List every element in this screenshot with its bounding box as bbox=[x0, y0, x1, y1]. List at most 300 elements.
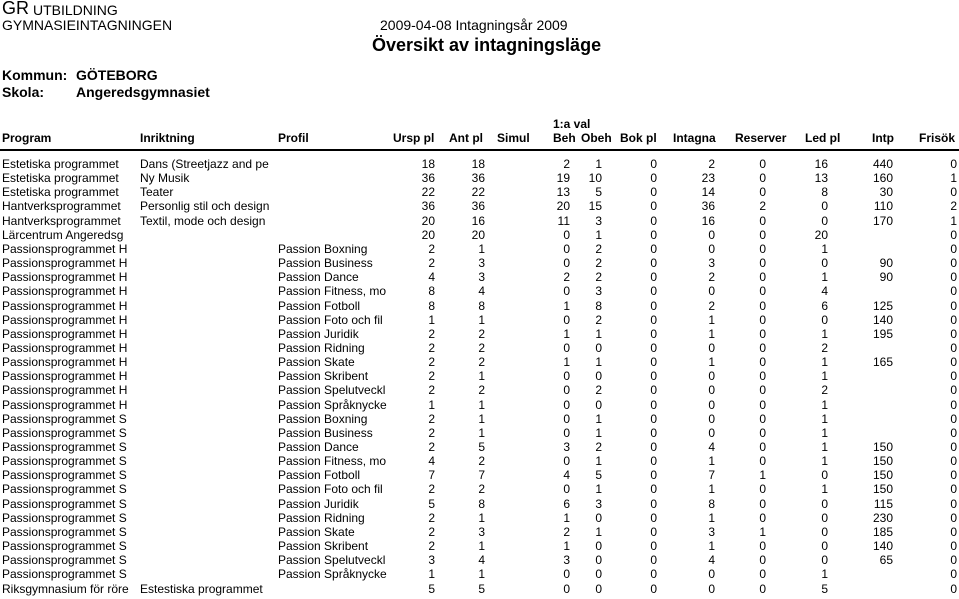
cell-frisok: 0 bbox=[950, 270, 957, 285]
cell-inriktning: Textil, mode och design bbox=[140, 213, 266, 228]
cell-ant-pl: 1 bbox=[478, 411, 485, 426]
cell-profil: Passion Språknycke bbox=[278, 397, 387, 412]
cell-profil: Passion Spelutveckl bbox=[278, 553, 386, 568]
cell-program: Hantverksprogrammet bbox=[2, 213, 121, 228]
cell-ursp-pl: 2 bbox=[428, 524, 435, 539]
cell-bok-pl: 0 bbox=[650, 510, 657, 525]
cell-beh: 0 bbox=[563, 341, 570, 355]
cell-obeh: 1 bbox=[595, 227, 602, 242]
cell-intagna: 2 bbox=[708, 270, 715, 285]
cell-beh: 2 bbox=[563, 270, 570, 285]
kommun-label: Kommun: bbox=[2, 67, 68, 83]
col-program: Program bbox=[2, 131, 52, 145]
cell-ant-pl: 2 bbox=[478, 355, 485, 370]
cell-led-pl: 0 bbox=[821, 496, 828, 511]
cell-profil: Passion Språknycke bbox=[278, 567, 387, 582]
cell-obeh: 3 bbox=[595, 284, 602, 299]
cell-obeh: 8 bbox=[595, 298, 602, 313]
cell-intp: 160 bbox=[872, 171, 893, 186]
cell-intagna: 1 bbox=[708, 355, 715, 370]
cell-frisok: 0 bbox=[950, 256, 957, 271]
cell-beh: 0 bbox=[563, 397, 570, 412]
cell-program: Passionsprogrammet H bbox=[2, 383, 128, 398]
cell-ursp-pl: 2 bbox=[428, 425, 435, 440]
cell-reserver: 0 bbox=[759, 256, 766, 271]
cell-beh: 19 bbox=[556, 171, 570, 186]
cell-beh: 3 bbox=[563, 553, 570, 568]
cell-intp: 90 bbox=[879, 270, 893, 285]
cell-intp: 125 bbox=[872, 298, 893, 313]
cell-reserver: 0 bbox=[759, 369, 766, 384]
cell-led-pl: 0 bbox=[821, 213, 828, 228]
cell-frisok: 0 bbox=[950, 482, 957, 497]
cell-profil: Passion Boxning bbox=[278, 411, 368, 426]
cell-beh: 0 bbox=[563, 241, 570, 256]
cell-led-pl: 0 bbox=[821, 468, 828, 483]
cell-ant-pl: 1 bbox=[478, 397, 485, 412]
cell-ursp-pl: 2 bbox=[428, 411, 435, 426]
cell-reserver: 0 bbox=[759, 553, 766, 568]
cell-beh: 1 bbox=[563, 510, 570, 525]
cell-beh: 0 bbox=[563, 383, 570, 398]
cell-program: Passionsprogrammet S bbox=[2, 440, 127, 454]
cell-ant-pl: 8 bbox=[478, 298, 485, 313]
cell-intagna: 4 bbox=[708, 440, 715, 454]
cell-frisok: 0 bbox=[950, 440, 957, 454]
cell-profil: Passion Business bbox=[278, 256, 373, 271]
cell-beh: 0 bbox=[563, 454, 570, 469]
cell-beh: 0 bbox=[563, 567, 570, 582]
cell-ant-pl: 8 bbox=[478, 496, 485, 511]
cell-intp: 90 bbox=[879, 256, 893, 271]
cell-intp: 140 bbox=[872, 312, 893, 327]
cell-ant-pl: 1 bbox=[478, 425, 485, 440]
cell-program: Passionsprogrammet H bbox=[2, 369, 128, 384]
col-intagna: Intagna bbox=[673, 131, 716, 145]
cell-intagna: 0 bbox=[708, 425, 715, 440]
cell-bok-pl: 0 bbox=[650, 482, 657, 497]
cell-profil: Passion Foto och fil bbox=[278, 312, 383, 327]
cell-reserver: 0 bbox=[759, 425, 766, 440]
cell-reserver: 0 bbox=[759, 482, 766, 497]
cell-ursp-pl: 8 bbox=[428, 298, 435, 313]
cell-obeh: 1 bbox=[595, 524, 602, 539]
cell-frisok: 0 bbox=[950, 341, 957, 355]
cell-obeh: 0 bbox=[595, 567, 602, 582]
cell-ant-pl: 18 bbox=[471, 157, 485, 171]
cell-ursp-pl: 1 bbox=[428, 312, 435, 327]
cell-ursp-pl: 2 bbox=[428, 539, 435, 553]
cell-intagna: 0 bbox=[708, 581, 715, 596]
cell-ant-pl: 1 bbox=[478, 241, 485, 256]
cell-reserver: 0 bbox=[759, 284, 766, 299]
col-profil: Profil bbox=[278, 131, 309, 145]
cell-profil: Passion Ridning bbox=[278, 341, 365, 355]
cell-program: Passionsprogrammet H bbox=[2, 270, 128, 285]
cell-beh: 1 bbox=[563, 355, 570, 370]
cell-program: Passionsprogrammet H bbox=[2, 355, 128, 370]
cell-bok-pl: 0 bbox=[650, 369, 657, 384]
cell-program: Passionsprogrammet H bbox=[2, 256, 128, 271]
cell-profil: Passion Fitness, mo bbox=[278, 284, 387, 299]
cell-reserver: 0 bbox=[759, 454, 766, 469]
cell-reserver: 0 bbox=[759, 411, 766, 426]
col-led-pl: Led pl bbox=[805, 131, 841, 145]
cell-program: Lärcentrum Angeredsg bbox=[2, 227, 124, 242]
cell-program: Passionsprogrammet S bbox=[2, 482, 127, 497]
cell-reserver: 0 bbox=[759, 213, 766, 228]
cell-bok-pl: 0 bbox=[650, 383, 657, 398]
cell-frisok: 0 bbox=[950, 185, 957, 200]
cell-reserver: 1 bbox=[759, 524, 766, 539]
cell-bok-pl: 0 bbox=[650, 171, 657, 186]
header-divider bbox=[0, 149, 959, 151]
cell-bok-pl: 0 bbox=[650, 341, 657, 355]
cell-program: Riksgymnasium för röre bbox=[2, 581, 129, 596]
skola-value: Angeredsgymnasiet bbox=[76, 84, 210, 100]
cell-frisok: 0 bbox=[950, 298, 957, 313]
cell-profil: Passion Fotboll bbox=[278, 298, 361, 313]
cell-led-pl: 1 bbox=[821, 482, 828, 497]
cell-led-pl: 2 bbox=[821, 341, 828, 355]
cell-bok-pl: 0 bbox=[650, 284, 657, 299]
cell-frisok: 0 bbox=[950, 355, 957, 370]
col-ursp-pl: Ursp pl bbox=[393, 131, 435, 145]
cell-ant-pl: 36 bbox=[471, 199, 485, 214]
cell-program: Passionsprogrammet S bbox=[2, 539, 127, 553]
cell-ant-pl: 2 bbox=[478, 454, 485, 469]
cell-profil: Passion Skate bbox=[278, 524, 355, 539]
cell-obeh: 2 bbox=[595, 270, 602, 285]
cell-ursp-pl: 2 bbox=[428, 440, 435, 454]
cell-reserver: 0 bbox=[759, 185, 766, 200]
cell-frisok: 0 bbox=[950, 553, 957, 568]
cell-program: Passionsprogrammet H bbox=[2, 284, 128, 299]
cell-intagna: 3 bbox=[708, 256, 715, 271]
cell-led-pl: 1 bbox=[821, 411, 828, 426]
cell-intagna: 0 bbox=[708, 369, 715, 384]
cell-led-pl: 1 bbox=[821, 369, 828, 384]
cell-reserver: 0 bbox=[759, 326, 766, 341]
cell-bok-pl: 0 bbox=[650, 411, 657, 426]
cell-profil: Passion Skribent bbox=[278, 369, 369, 384]
cell-bok-pl: 0 bbox=[650, 355, 657, 370]
cell-ursp-pl: 2 bbox=[428, 326, 435, 341]
cell-reserver: 0 bbox=[759, 581, 766, 596]
cell-frisok: 0 bbox=[950, 369, 957, 384]
cell-bok-pl: 0 bbox=[650, 440, 657, 454]
col-ant-pl: Ant pl bbox=[449, 131, 483, 145]
cell-bok-pl: 0 bbox=[650, 553, 657, 568]
cell-ursp-pl: 20 bbox=[421, 213, 435, 228]
cell-ant-pl: 22 bbox=[471, 185, 485, 200]
cell-beh: 13 bbox=[556, 185, 570, 200]
cell-frisok: 0 bbox=[950, 567, 957, 582]
cell-led-pl: 1 bbox=[821, 241, 828, 256]
cell-bok-pl: 0 bbox=[650, 581, 657, 596]
cell-bok-pl: 0 bbox=[650, 227, 657, 242]
cell-obeh: 5 bbox=[595, 185, 602, 200]
cell-reserver: 0 bbox=[759, 171, 766, 186]
cell-led-pl: 0 bbox=[821, 510, 828, 525]
cell-led-pl: 0 bbox=[821, 256, 828, 271]
kommun-value: GÖTEBORG bbox=[76, 67, 158, 83]
cell-reserver: 0 bbox=[759, 440, 766, 454]
cell-ursp-pl: 2 bbox=[428, 369, 435, 384]
cell-program: Passionsprogrammet S bbox=[2, 454, 127, 469]
cell-intagna: 0 bbox=[708, 567, 715, 582]
cell-obeh: 0 bbox=[595, 341, 602, 355]
cell-intagna: 0 bbox=[708, 341, 715, 355]
cell-frisok: 0 bbox=[950, 397, 957, 412]
cell-obeh: 3 bbox=[595, 496, 602, 511]
cell-reserver: 0 bbox=[759, 341, 766, 355]
cell-led-pl: 1 bbox=[821, 270, 828, 285]
cell-intp: 65 bbox=[879, 553, 893, 568]
cell-inriktning: Ny Musik bbox=[140, 171, 190, 186]
cell-bok-pl: 0 bbox=[650, 298, 657, 313]
cell-intagna: 0 bbox=[708, 227, 715, 242]
cell-bok-pl: 0 bbox=[650, 468, 657, 483]
cell-program: Passionsprogrammet S bbox=[2, 496, 127, 511]
cell-profil: Passion Juridik bbox=[278, 496, 359, 511]
cell-obeh: 0 bbox=[595, 397, 602, 412]
cell-intagna: 1 bbox=[708, 326, 715, 341]
cell-ursp-pl: 7 bbox=[428, 468, 435, 483]
cell-intp: 150 bbox=[872, 482, 893, 497]
cell-intagna: 16 bbox=[701, 213, 715, 228]
cell-obeh: 2 bbox=[595, 256, 602, 271]
cell-intagna: 2 bbox=[708, 298, 715, 313]
skola-label: Skola: bbox=[2, 84, 45, 100]
cell-obeh: 1 bbox=[595, 425, 602, 440]
cell-reserver: 0 bbox=[759, 539, 766, 553]
cell-beh: 0 bbox=[563, 284, 570, 299]
cell-ursp-pl: 36 bbox=[421, 171, 435, 186]
cell-beh: 0 bbox=[563, 581, 570, 596]
cell-profil: Passion Foto och fil bbox=[278, 482, 383, 497]
report-date: 2009-04-08 Intagningsår 2009 bbox=[380, 17, 568, 33]
org-subtitle: GYMNASIEINTAGNINGEN bbox=[2, 17, 173, 33]
cell-bok-pl: 0 bbox=[650, 539, 657, 553]
cell-ursp-pl: 5 bbox=[428, 581, 435, 596]
cell-intagna: 36 bbox=[701, 199, 715, 214]
col-intp: Intp bbox=[872, 131, 894, 145]
cell-intp: 170 bbox=[872, 213, 893, 228]
col-bok-pl: Bok pl bbox=[620, 131, 657, 145]
cell-beh: 1 bbox=[563, 298, 570, 313]
cell-program: Passionsprogrammet S bbox=[2, 553, 127, 568]
cell-intp: 185 bbox=[872, 524, 893, 539]
cell-led-pl: 2 bbox=[821, 383, 828, 398]
cell-obeh: 10 bbox=[588, 171, 602, 186]
cell-led-pl: 1 bbox=[821, 397, 828, 412]
cell-ursp-pl: 3 bbox=[428, 553, 435, 568]
cell-bok-pl: 0 bbox=[650, 185, 657, 200]
cell-profil: Passion Fotboll bbox=[278, 468, 361, 483]
cell-bok-pl: 0 bbox=[650, 312, 657, 327]
cell-intagna: 2 bbox=[708, 157, 715, 171]
cell-profil: Passion Business bbox=[278, 425, 373, 440]
cell-ant-pl: 3 bbox=[478, 256, 485, 271]
cell-ant-pl: 36 bbox=[471, 171, 485, 186]
cell-program: Estetiska programmet bbox=[2, 171, 119, 186]
cell-frisok: 0 bbox=[950, 326, 957, 341]
cell-program: Passionsprogrammet H bbox=[2, 241, 128, 256]
col-reserver: Reserver bbox=[735, 131, 787, 145]
cell-beh: 2 bbox=[563, 524, 570, 539]
cell-ursp-pl: 36 bbox=[421, 199, 435, 214]
cell-beh: 0 bbox=[563, 312, 570, 327]
cell-bok-pl: 0 bbox=[650, 454, 657, 469]
cell-beh: 11 bbox=[557, 213, 570, 228]
cell-reserver: 0 bbox=[759, 298, 766, 313]
cell-ant-pl: 4 bbox=[478, 553, 485, 568]
cell-bok-pl: 0 bbox=[650, 241, 657, 256]
cell-ursp-pl: 20 bbox=[421, 227, 435, 242]
cell-bok-pl: 0 bbox=[650, 326, 657, 341]
cell-program: Passionsprogrammet H bbox=[2, 341, 128, 355]
cell-ursp-pl: 18 bbox=[421, 157, 435, 171]
cell-ursp-pl: 1 bbox=[428, 567, 435, 582]
cell-frisok: 0 bbox=[950, 496, 957, 511]
cell-bok-pl: 0 bbox=[650, 270, 657, 285]
org-name: UTBILDNING bbox=[33, 2, 118, 18]
cell-reserver: 0 bbox=[759, 383, 766, 398]
cell-beh: 4 bbox=[563, 468, 570, 483]
cell-profil: Passion Ridning bbox=[278, 510, 365, 525]
cell-intagna: 4 bbox=[708, 553, 715, 568]
cell-program: Estetiska programmet bbox=[2, 157, 119, 171]
cell-frisok: 0 bbox=[950, 510, 957, 525]
cell-obeh: 2 bbox=[595, 241, 602, 256]
cell-program: Estetiska programmet bbox=[2, 185, 119, 200]
cell-intagna: 1 bbox=[708, 539, 715, 553]
cell-obeh: 0 bbox=[595, 539, 602, 553]
cell-program: Passionsprogrammet S bbox=[2, 468, 127, 483]
cell-obeh: 1 bbox=[595, 355, 602, 370]
col-frisok: Frisök bbox=[919, 131, 956, 145]
cell-intp: 195 bbox=[872, 326, 893, 341]
cell-intagna: 1 bbox=[708, 454, 715, 469]
cell-ursp-pl: 1 bbox=[428, 397, 435, 412]
cell-intagna: 0 bbox=[708, 397, 715, 412]
cell-frisok: 0 bbox=[950, 581, 957, 596]
cell-led-pl: 1 bbox=[821, 326, 828, 341]
cell-ant-pl: 1 bbox=[478, 312, 485, 327]
cell-ursp-pl: 2 bbox=[428, 482, 435, 497]
cell-reserver: 0 bbox=[759, 241, 766, 256]
cell-ant-pl: 5 bbox=[478, 440, 485, 454]
cell-obeh: 1 bbox=[595, 454, 602, 469]
cell-reserver: 2 bbox=[759, 199, 766, 214]
cell-ant-pl: 5 bbox=[478, 581, 485, 596]
cell-led-pl: 1 bbox=[821, 355, 828, 370]
cell-inriktning: Dans (Streetjazz and pe bbox=[140, 157, 269, 171]
cell-ant-pl: 1 bbox=[478, 567, 485, 582]
cell-frisok: 0 bbox=[950, 425, 957, 440]
cell-ursp-pl: 4 bbox=[428, 270, 435, 285]
cell-program: Passionsprogrammet S bbox=[2, 567, 127, 582]
cell-reserver: 0 bbox=[759, 270, 766, 285]
cell-intagna: 0 bbox=[708, 284, 715, 299]
cell-obeh: 0 bbox=[595, 510, 602, 525]
col-inriktning: Inriktning bbox=[140, 131, 195, 145]
cell-ursp-pl: 2 bbox=[428, 383, 435, 398]
cell-profil: Passion Juridik bbox=[278, 326, 359, 341]
cell-beh: 0 bbox=[563, 369, 570, 384]
cell-frisok: 0 bbox=[950, 539, 957, 553]
cell-ursp-pl: 2 bbox=[428, 355, 435, 370]
cell-inriktning: Estestiska programmet bbox=[140, 581, 263, 596]
cell-intagna: 1 bbox=[708, 482, 715, 497]
cell-beh: 0 bbox=[563, 411, 570, 426]
cell-obeh: 3 bbox=[595, 213, 602, 228]
cell-obeh: 1 bbox=[595, 326, 602, 341]
cell-profil: Passion Skate bbox=[278, 355, 355, 370]
cell-profil: Passion Boxning bbox=[278, 241, 368, 256]
col-beh: Beh bbox=[553, 131, 576, 145]
cell-frisok: 0 bbox=[950, 411, 957, 426]
cell-program: Passionsprogrammet H bbox=[2, 312, 128, 327]
cell-intp: 110 bbox=[873, 199, 893, 214]
cell-profil: Passion Spelutveckl bbox=[278, 383, 386, 398]
org-logo-text: GR bbox=[2, 0, 29, 18]
cell-ursp-pl: 4 bbox=[428, 454, 435, 469]
cell-reserver: 0 bbox=[759, 496, 766, 511]
cell-frisok: 0 bbox=[950, 312, 957, 327]
cell-profil: Passion Dance bbox=[278, 440, 359, 454]
cell-intagna: 0 bbox=[708, 383, 715, 398]
cell-ant-pl: 16 bbox=[471, 213, 485, 228]
cell-intp: 150 bbox=[872, 440, 893, 454]
cell-profil: Passion Skribent bbox=[278, 539, 369, 553]
cell-intagna: 0 bbox=[708, 411, 715, 426]
cell-obeh: 15 bbox=[588, 199, 602, 214]
cell-beh: 1 bbox=[563, 326, 570, 341]
page-title: Översikt av intagningsläge bbox=[372, 35, 602, 55]
cell-ant-pl: 1 bbox=[478, 510, 485, 525]
col-simul: Simul bbox=[497, 131, 530, 145]
cell-reserver: 0 bbox=[759, 397, 766, 412]
cell-ant-pl: 2 bbox=[478, 341, 485, 355]
cell-led-pl: 4 bbox=[821, 284, 828, 299]
cell-ant-pl: 2 bbox=[478, 482, 485, 497]
cell-intagna: 8 bbox=[708, 496, 715, 511]
cell-reserver: 0 bbox=[759, 567, 766, 582]
cell-obeh: 0 bbox=[595, 581, 602, 596]
cell-inriktning: Teater bbox=[140, 185, 174, 200]
cell-frisok: 0 bbox=[950, 524, 957, 539]
cell-led-pl: 1 bbox=[821, 567, 828, 582]
cell-profil: Passion Dance bbox=[278, 270, 359, 285]
cell-led-pl: 0 bbox=[821, 553, 828, 568]
cell-ursp-pl: 2 bbox=[428, 341, 435, 355]
cell-reserver: 0 bbox=[759, 510, 766, 525]
cell-program: Passionsprogrammet S bbox=[2, 510, 127, 525]
cell-beh: 1 bbox=[563, 539, 570, 553]
cell-ant-pl: 7 bbox=[478, 468, 485, 483]
cell-ursp-pl: 5 bbox=[428, 496, 435, 511]
cell-program: Passionsprogrammet S bbox=[2, 524, 127, 539]
cell-obeh: 0 bbox=[595, 553, 602, 568]
cell-intp: 165 bbox=[872, 355, 893, 370]
cell-beh: 6 bbox=[563, 496, 570, 511]
cell-led-pl: 13 bbox=[814, 171, 828, 186]
cell-program: Hantverksprogrammet bbox=[2, 199, 121, 214]
cell-frisok: 1 bbox=[950, 171, 957, 186]
cell-frisok: 0 bbox=[950, 157, 957, 171]
